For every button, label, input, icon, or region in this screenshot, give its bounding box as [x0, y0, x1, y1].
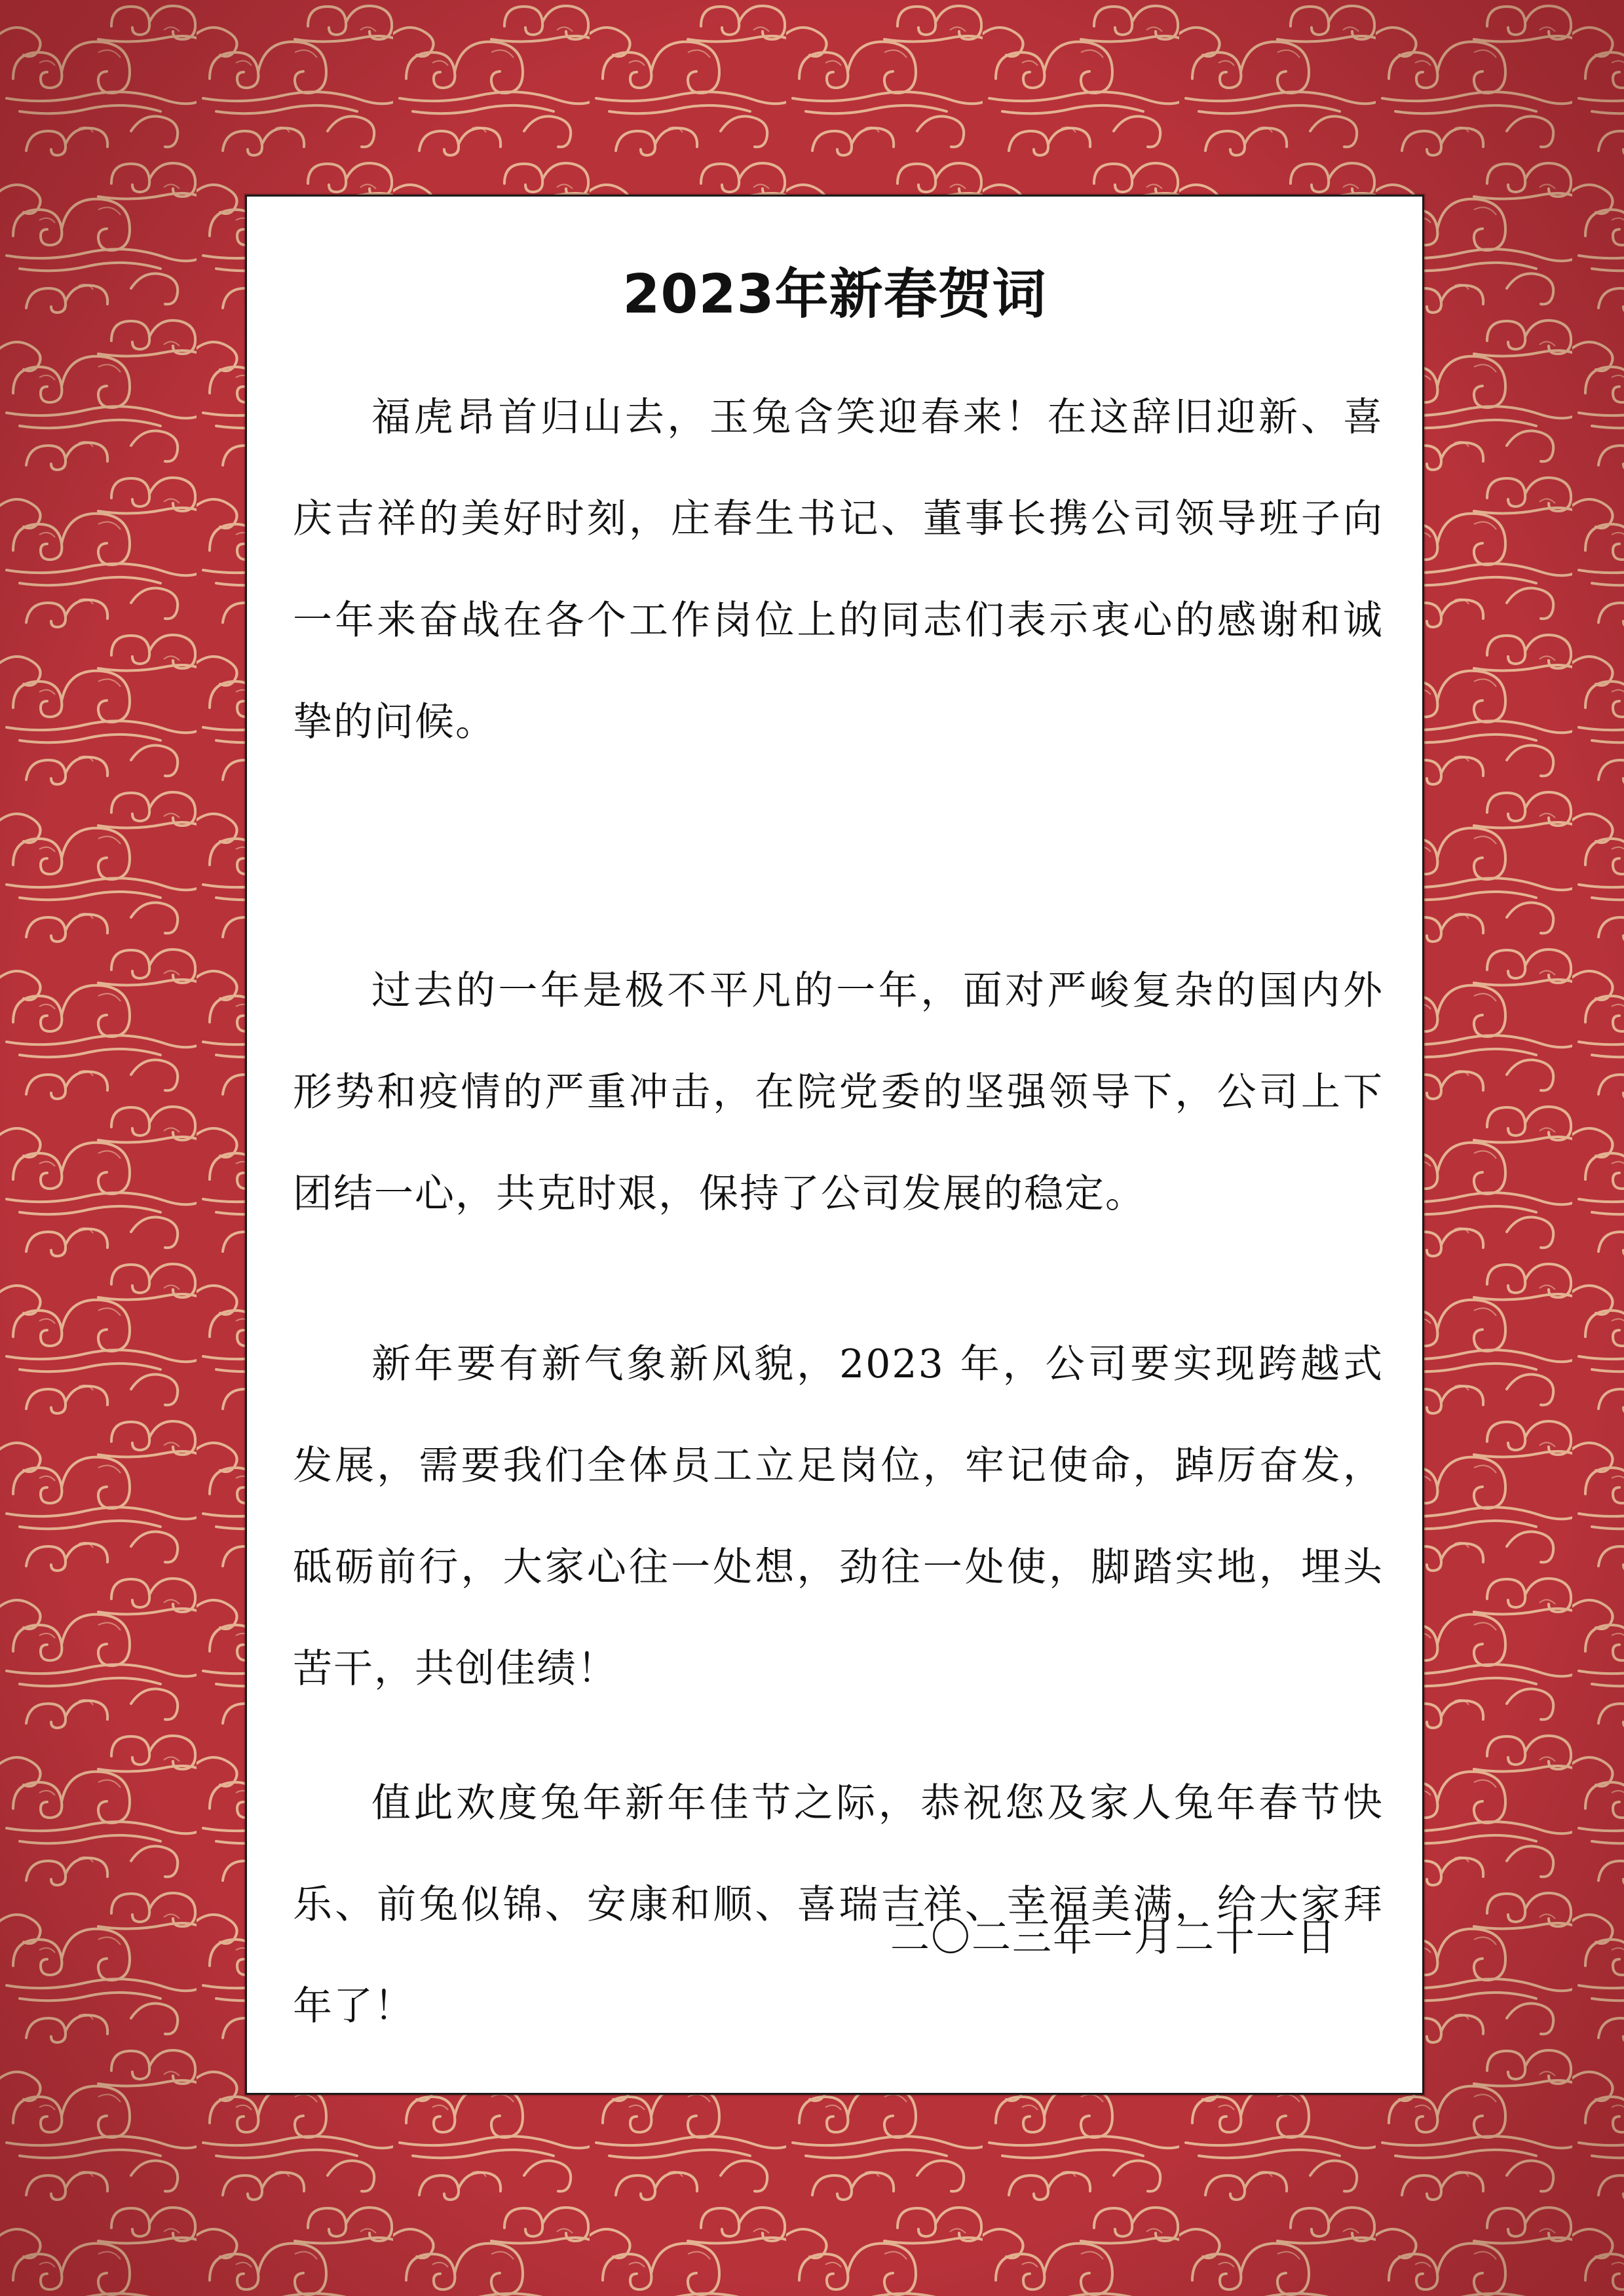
paragraph-3: 新年要有新气象新风貌，2023 年，公司要实现跨越式发展，需要我们全体员工立足岗位，牢记使命，踔厉奋发，砥砺前行，大家心往一处想，劲往一处使，脚踏实地，埋头苦干，共创佳绩！ — [293, 1341, 1384, 1692]
letter-title: 2023年新春贺词 — [622, 263, 1047, 326]
paragraph-4: 值此欢度兔年新年佳节之际，恭祝您及家人兔年春节快乐、前兔似锦、安康和顺、喜瑞吉祥、幸福美满，给大家拜年了！ — [293, 1780, 1384, 2029]
paragraph-1: 福虎昂首归山去，玉兔含笑迎春来！在这辞旧迎新、喜庆吉祥的美好时刻，庄春生书记、董事长携公司领导班子向一年来奋战在各个工作岗位上的同志们表示衷心的感谢和诚挚的问候。 — [293, 394, 1384, 745]
paragraph-2: 过去的一年是极不平凡的一年，面对严峻复杂的国内外形势和疫情的严重冲击，在院党委的坚强领导下，公司上下团结一心，共克时艰，保持了公司发展的稳定。 — [293, 968, 1384, 1217]
letter-date: 二〇二三年一月二十一日 — [890, 1915, 1337, 1961]
greeting-letter — [245, 195, 1424, 2095]
